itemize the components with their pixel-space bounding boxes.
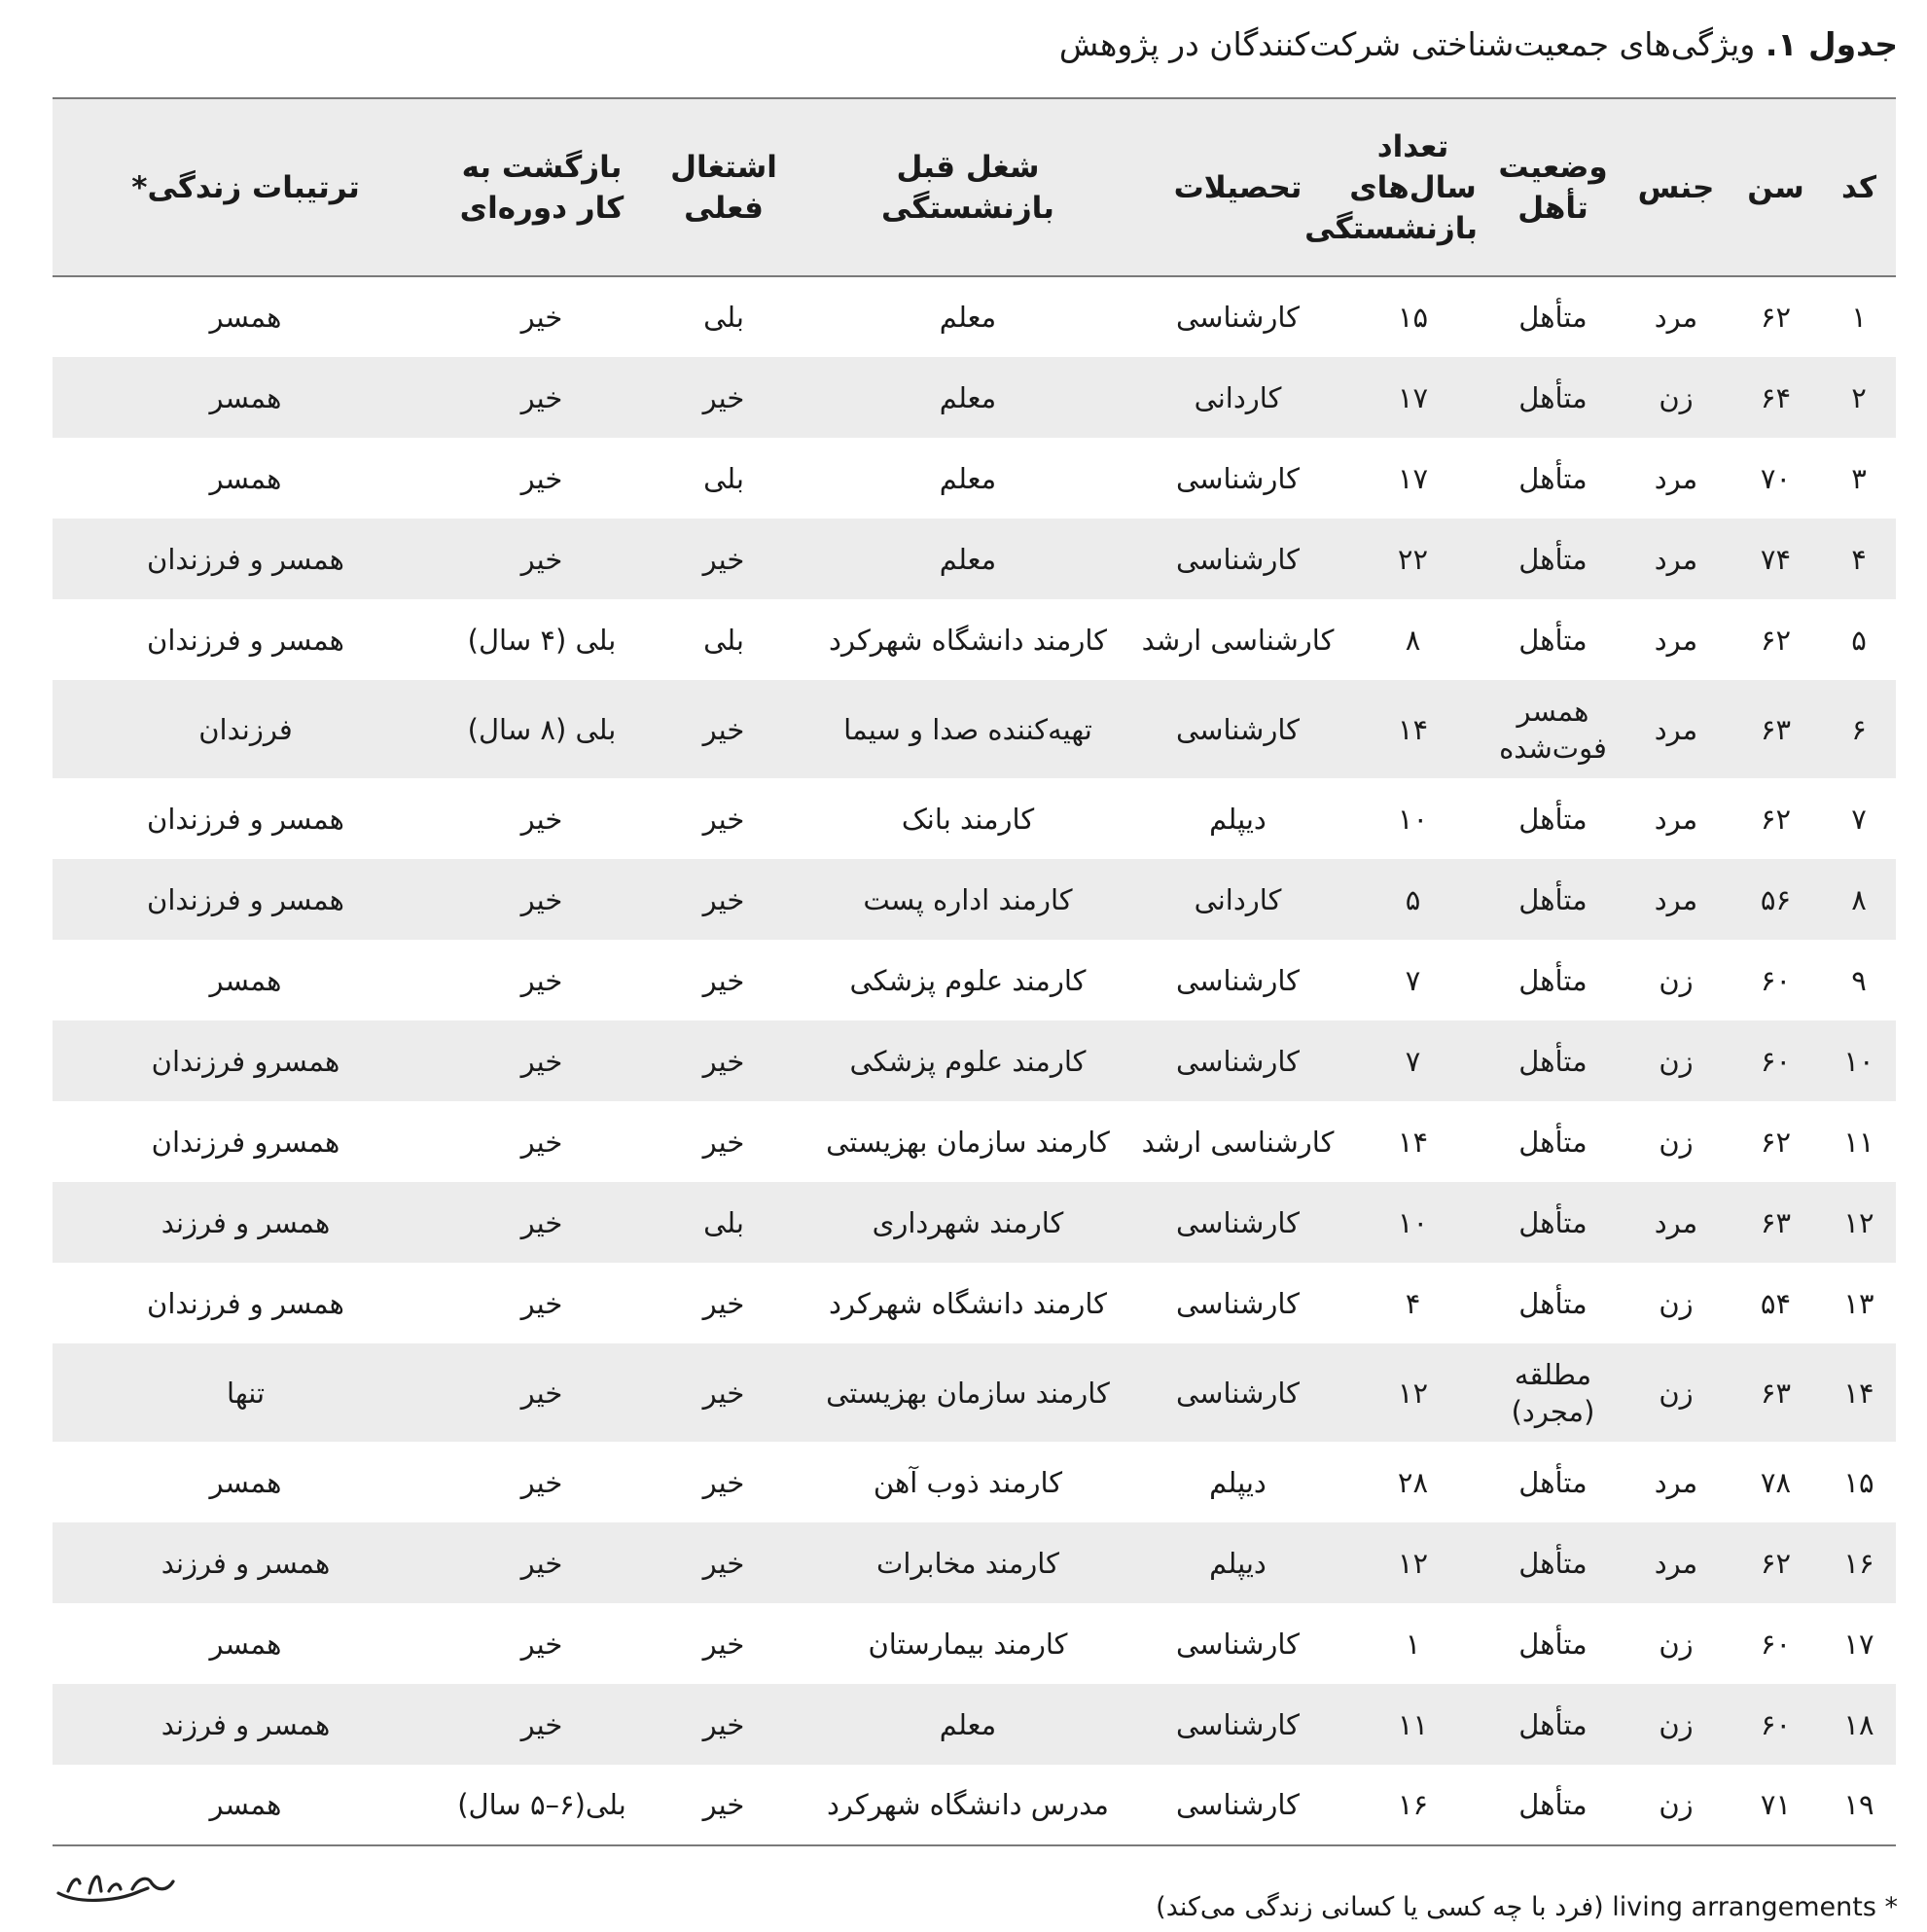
table-cell: خیر [520, 542, 563, 576]
table-cell: زن [1659, 380, 1694, 414]
table-cell: کاردانی [1194, 882, 1282, 916]
table-cell: خیر [702, 802, 745, 836]
table-cell: ۱۲ [1843, 1205, 1874, 1239]
table-cell: متأهل [1518, 1788, 1588, 1821]
column-header: کد [1841, 169, 1876, 205]
table-cell: کارشناسی ارشد [1141, 623, 1335, 657]
table-cell: خیر [520, 1044, 563, 1078]
table-cell: مرد [1654, 1546, 1698, 1580]
table-cell: کارشناسی [1175, 1788, 1300, 1821]
table-cell: ۷۰ [1760, 461, 1792, 495]
table-cell: بلی(۶–۵ سال) [457, 1788, 626, 1821]
table-cell: خیر [702, 882, 745, 916]
table-cell: خیر [702, 1125, 745, 1159]
table-cell: متأهل [1518, 301, 1588, 334]
table-cell: ۱ [1851, 301, 1867, 334]
table-cell: متأهل [1518, 1627, 1588, 1661]
table-cell: ۱۷ [1397, 380, 1429, 414]
table-cell: زن [1659, 1788, 1694, 1821]
table-cell: خیر [702, 712, 745, 746]
table-cell: خیر [702, 1044, 745, 1078]
table-cell: مطلقه (مجرد) [1511, 1357, 1595, 1428]
column-header: تحصیلات [1173, 169, 1303, 205]
table-cell: ۶۰ [1760, 1627, 1792, 1661]
table-row [53, 1343, 1896, 1442]
table-cell: کارمند ذوب آهن [873, 1465, 1063, 1499]
table-cell: همسر [209, 461, 282, 495]
table-cell: ۱۲ [1397, 1546, 1429, 1580]
table-cell: کارشناسی [1175, 1627, 1300, 1661]
table-row [53, 1522, 1896, 1603]
table-cell: کارمند اداره پست [863, 882, 1073, 916]
table-cell: زن [1659, 1044, 1694, 1078]
table-cell: ۱۳ [1843, 1286, 1874, 1320]
table-row [53, 519, 1896, 599]
table-cell: خیر [702, 1627, 745, 1661]
table-caption [1059, 25, 1898, 63]
table-cell: متأهل [1518, 1465, 1588, 1499]
table-cell: خیر [702, 1465, 745, 1499]
table-cell: ۲ [1851, 380, 1867, 414]
column-header: تعداد سال‌های بازنشستگی [1304, 128, 1478, 246]
table-cell: خیر [520, 380, 563, 414]
table-footnote: * living arrangements (فرد با چه کسی یا کسانی زندگی می‌کند) [1156, 1892, 1898, 1922]
table-cell: زن [1659, 1707, 1694, 1741]
table-cell: بلی [703, 461, 744, 495]
table-cell: خیر [520, 882, 563, 916]
table-cell: ۱۷ [1843, 1627, 1874, 1661]
table-cell: ۱۸ [1843, 1707, 1874, 1741]
table-cell: مرد [1654, 461, 1698, 495]
table-cell: ۱ [1405, 1627, 1421, 1661]
table-row [53, 276, 1896, 357]
table-cell: متأهل [1518, 1125, 1588, 1159]
table-cell: خیر [702, 1376, 745, 1410]
table-cell: ۱۹ [1843, 1788, 1874, 1821]
table-cell: متأهل [1518, 802, 1588, 836]
caption-text: ویژگی‌های جمعیت‌شناختی شرکت‌کنندگان در پژوهش [1058, 25, 1756, 63]
table-cell: همسر و فرزندان [147, 882, 344, 916]
table-cell: دیپلم [1209, 802, 1267, 836]
table-cell: دیپلم [1209, 1546, 1267, 1580]
table-cell: متأهل [1518, 1707, 1588, 1741]
table-cell: خیر [520, 1707, 563, 1741]
table-cell: کارشناسی [1175, 712, 1300, 746]
table-cell: متأهل [1518, 882, 1588, 916]
table-cell: همسر فوت‌شده [1499, 694, 1607, 765]
table-cell: متأهل [1518, 380, 1588, 414]
table-cell: همسر و فرزندان [147, 623, 344, 657]
table-cell: خیر [520, 301, 563, 334]
table-cell: کارشناسی [1175, 1376, 1300, 1410]
table-cell: همسر و فرزندان [147, 542, 344, 576]
table-cell: همسر و فرزند [161, 1546, 331, 1580]
salmand-logo [51, 1862, 177, 1911]
table-cell: زن [1659, 1376, 1694, 1410]
column-header: اشتغال فعلی [670, 149, 777, 226]
table-cell: ۵۴ [1760, 1286, 1792, 1320]
table-cell: متأهل [1518, 1044, 1588, 1078]
table-cell: ۴ [1851, 542, 1867, 576]
table-cell: خیر [520, 1546, 563, 1580]
table-cell: ۳ [1851, 461, 1867, 495]
table-cell: کارمند علوم پزشکی [849, 1044, 1087, 1078]
table-cell: معلم [939, 301, 997, 334]
table-cell: کارشناسی [1175, 542, 1300, 576]
table-cell: متأهل [1518, 1286, 1588, 1320]
table-row [53, 1263, 1896, 1343]
table-cell: ۶ [1851, 712, 1867, 746]
table-cell: ۶۲ [1760, 301, 1792, 334]
table-cell: ۶۳ [1760, 1376, 1792, 1410]
table-cell: ۱۴ [1397, 1125, 1429, 1159]
table-row [53, 680, 1896, 778]
table-row [53, 1765, 1896, 1845]
table-cell: زن [1659, 1627, 1694, 1661]
table-row [53, 778, 1896, 859]
table-cell: همسر [209, 301, 282, 334]
table-cell: مرد [1654, 882, 1698, 916]
table-cell: همسرو فرزندان [151, 1125, 340, 1159]
table-cell: خیر [520, 802, 563, 836]
table-cell: ۷۱ [1760, 1788, 1792, 1821]
table-cell: ۱۴ [1397, 712, 1429, 746]
table-row [53, 599, 1896, 680]
table-cell: ۶۰ [1760, 1044, 1792, 1078]
table-cell: ۶۲ [1760, 623, 1792, 657]
table-cell: بلی [703, 623, 744, 657]
table-cell: خیر [702, 963, 745, 997]
table-cell: ۱۷ [1397, 461, 1429, 495]
table-cell: کارشناسی [1175, 1707, 1300, 1741]
table-cell: مرد [1654, 712, 1698, 746]
table-cell: ۶۰ [1760, 1707, 1792, 1741]
table-cell: متأهل [1518, 623, 1588, 657]
table-cell: مرد [1654, 542, 1698, 576]
table-cell: ۵ [1405, 882, 1421, 916]
table-row [53, 1603, 1896, 1684]
table-cell: مدرس دانشگاه شهرکرد [827, 1788, 1109, 1821]
table-cell: ۱۶ [1843, 1546, 1874, 1580]
table-cell: بلی [703, 301, 744, 334]
table-cell: کارمند سازمان بهزیستی [826, 1125, 1110, 1159]
table-cell: ۶۰ [1760, 963, 1792, 997]
table-cell: کاردانی [1194, 380, 1282, 414]
table-cell: ۸ [1405, 623, 1421, 657]
table-row [53, 859, 1896, 940]
table-cell: ۲۲ [1397, 542, 1429, 576]
table-cell: متأهل [1518, 963, 1588, 997]
table-cell: خیر [702, 1546, 745, 1580]
table-cell: خیر [520, 1125, 563, 1159]
table-cell: متأهل [1518, 1546, 1588, 1580]
table-cell: ۶۳ [1760, 712, 1792, 746]
table-cell: ۷ [1405, 1044, 1421, 1078]
table-cell: کارشناسی [1175, 461, 1300, 495]
table-cell: ۶۳ [1760, 1205, 1792, 1239]
table-cell: مرد [1654, 1205, 1698, 1239]
table-row [53, 940, 1896, 1020]
table-cell: کارشناسی ارشد [1141, 1125, 1335, 1159]
table-cell: بلی (۴ سال) [467, 623, 617, 657]
table-cell: معلم [939, 461, 997, 495]
table-cell: کارمند سازمان بهزیستی [826, 1376, 1110, 1410]
table-cell: خیر [702, 1788, 745, 1821]
table-cell: ۱۴ [1843, 1376, 1874, 1410]
column-header: جنس [1637, 169, 1715, 205]
table-cell: زن [1659, 1125, 1694, 1159]
table-cell: ۸ [1851, 882, 1867, 916]
table-cell: ۱۱ [1843, 1125, 1874, 1159]
table-cell: متأهل [1518, 542, 1588, 576]
column-header: وضعیت تأهل [1498, 149, 1608, 226]
table-cell: معلم [939, 380, 997, 414]
table-cell: ۷ [1405, 963, 1421, 997]
table-row [53, 357, 1896, 438]
table-cell: کارمند دانشگاه شهرکرد [829, 623, 1107, 657]
table-cell: ۵ [1851, 623, 1867, 657]
table-cell: ۹ [1851, 963, 1867, 997]
table-cell: مرد [1654, 802, 1698, 836]
table-row [53, 1684, 1896, 1765]
table-cell: تهیه‌کننده صدا و سیما [843, 712, 1092, 746]
table-cell: ۱۱ [1397, 1707, 1429, 1741]
table-cell: خیر [702, 380, 745, 414]
table-cell: خیر [520, 1286, 563, 1320]
table-cell: بلی (۸ سال) [467, 712, 617, 746]
table-cell: معلم [939, 542, 997, 576]
table-cell: خیر [520, 461, 563, 495]
table-cell: مرد [1654, 623, 1698, 657]
table-cell: ۱۵ [1397, 301, 1429, 334]
table-cell: خیر [520, 1465, 563, 1499]
table-cell: ۱۶ [1397, 1788, 1429, 1821]
table-cell: ۷۸ [1760, 1465, 1792, 1499]
table-cell: خیر [520, 963, 563, 997]
table-cell: ۶۴ [1760, 380, 1792, 414]
table-cell: ۱۲ [1397, 1376, 1429, 1410]
table-cell: خیر [520, 1205, 563, 1239]
header-row [53, 98, 1896, 276]
table-row [53, 438, 1896, 519]
table-cell: خیر [702, 542, 745, 576]
column-header: شغل قبل بازنشستگی [881, 149, 1054, 226]
table-cell: خیر [702, 1286, 745, 1320]
table-cell: متأهل [1518, 1205, 1588, 1239]
table-cell: همسر [209, 380, 282, 414]
table-cell: کارشناسی [1175, 1044, 1300, 1078]
caption-label: جدول ۱. [1765, 25, 1898, 63]
table-cell: خیر [702, 1707, 745, 1741]
table-cell: همسر [209, 1465, 282, 1499]
table-cell: ۶۲ [1760, 802, 1792, 836]
table-cell: کارشناسی [1175, 301, 1300, 334]
table-cell: کارمند بانک [901, 802, 1035, 836]
table-cell: خیر [520, 1376, 563, 1410]
demographics-table [53, 97, 1896, 1846]
table-row [53, 1020, 1896, 1101]
table-cell: ۱۰ [1843, 1044, 1874, 1078]
table-cell: همسر و فرزندان [147, 802, 344, 836]
table-cell: همسر [209, 963, 282, 997]
table-cell: مرد [1654, 301, 1698, 334]
table-cell: ۱۰ [1397, 1205, 1429, 1239]
table-cell: زن [1659, 963, 1694, 997]
table-header [53, 98, 1896, 276]
table-cell: تنها [226, 1376, 266, 1410]
table-cell: فرزندان [198, 712, 293, 746]
table-cell: مرد [1654, 1465, 1698, 1499]
table-cell: کارمند علوم پزشکی [849, 963, 1087, 997]
table-cell: ۱۵ [1843, 1465, 1874, 1499]
table-cell: ۷ [1851, 802, 1867, 836]
table-cell: همسر و فرزندان [147, 1286, 344, 1320]
table-cell: کارمند شهرداری [872, 1205, 1064, 1239]
table-cell: متأهل [1518, 461, 1588, 495]
table-cell: ۲۸ [1397, 1465, 1429, 1499]
table-cell: کارشناسی [1175, 1205, 1300, 1239]
table-cell: ۶۲ [1760, 1546, 1792, 1580]
table-cell: کارشناسی [1175, 1286, 1300, 1320]
table-row [53, 1182, 1896, 1263]
table-row [53, 1101, 1896, 1182]
table-cell: بلی [703, 1205, 744, 1239]
table-cell: ۴ [1405, 1286, 1421, 1320]
table-cell: همسر [209, 1788, 282, 1821]
table-cell: ۶۲ [1760, 1125, 1792, 1159]
table-cell: معلم [939, 1707, 997, 1741]
column-header: ترتیبات زندگی* [131, 169, 360, 205]
table-cell: همسر و فرزند [161, 1707, 331, 1741]
table-cell: ۵۶ [1760, 882, 1792, 916]
table-cell: کارشناسی [1175, 963, 1300, 997]
table-cell: همسر و فرزند [161, 1205, 331, 1239]
table-row [53, 1442, 1896, 1522]
table-cell: ۱۰ [1397, 802, 1429, 836]
table-body [53, 276, 1896, 1845]
table-cell: خیر [520, 1627, 563, 1661]
table-cell: کارمند مخابرات [876, 1546, 1059, 1580]
table-cell: زن [1659, 1286, 1694, 1320]
table-cell: دیپلم [1209, 1465, 1267, 1499]
table-cell: کارمند دانشگاه شهرکرد [829, 1286, 1107, 1320]
table-cell: همسر [209, 1627, 282, 1661]
table-cell: همسرو فرزندان [151, 1044, 340, 1078]
table-cell: کارمند بیمارستان [868, 1627, 1068, 1661]
table-cell: ۷۴ [1760, 542, 1792, 576]
column-header: بازگشت به کار دوره‌ای [459, 149, 624, 226]
column-header: سن [1747, 169, 1804, 205]
